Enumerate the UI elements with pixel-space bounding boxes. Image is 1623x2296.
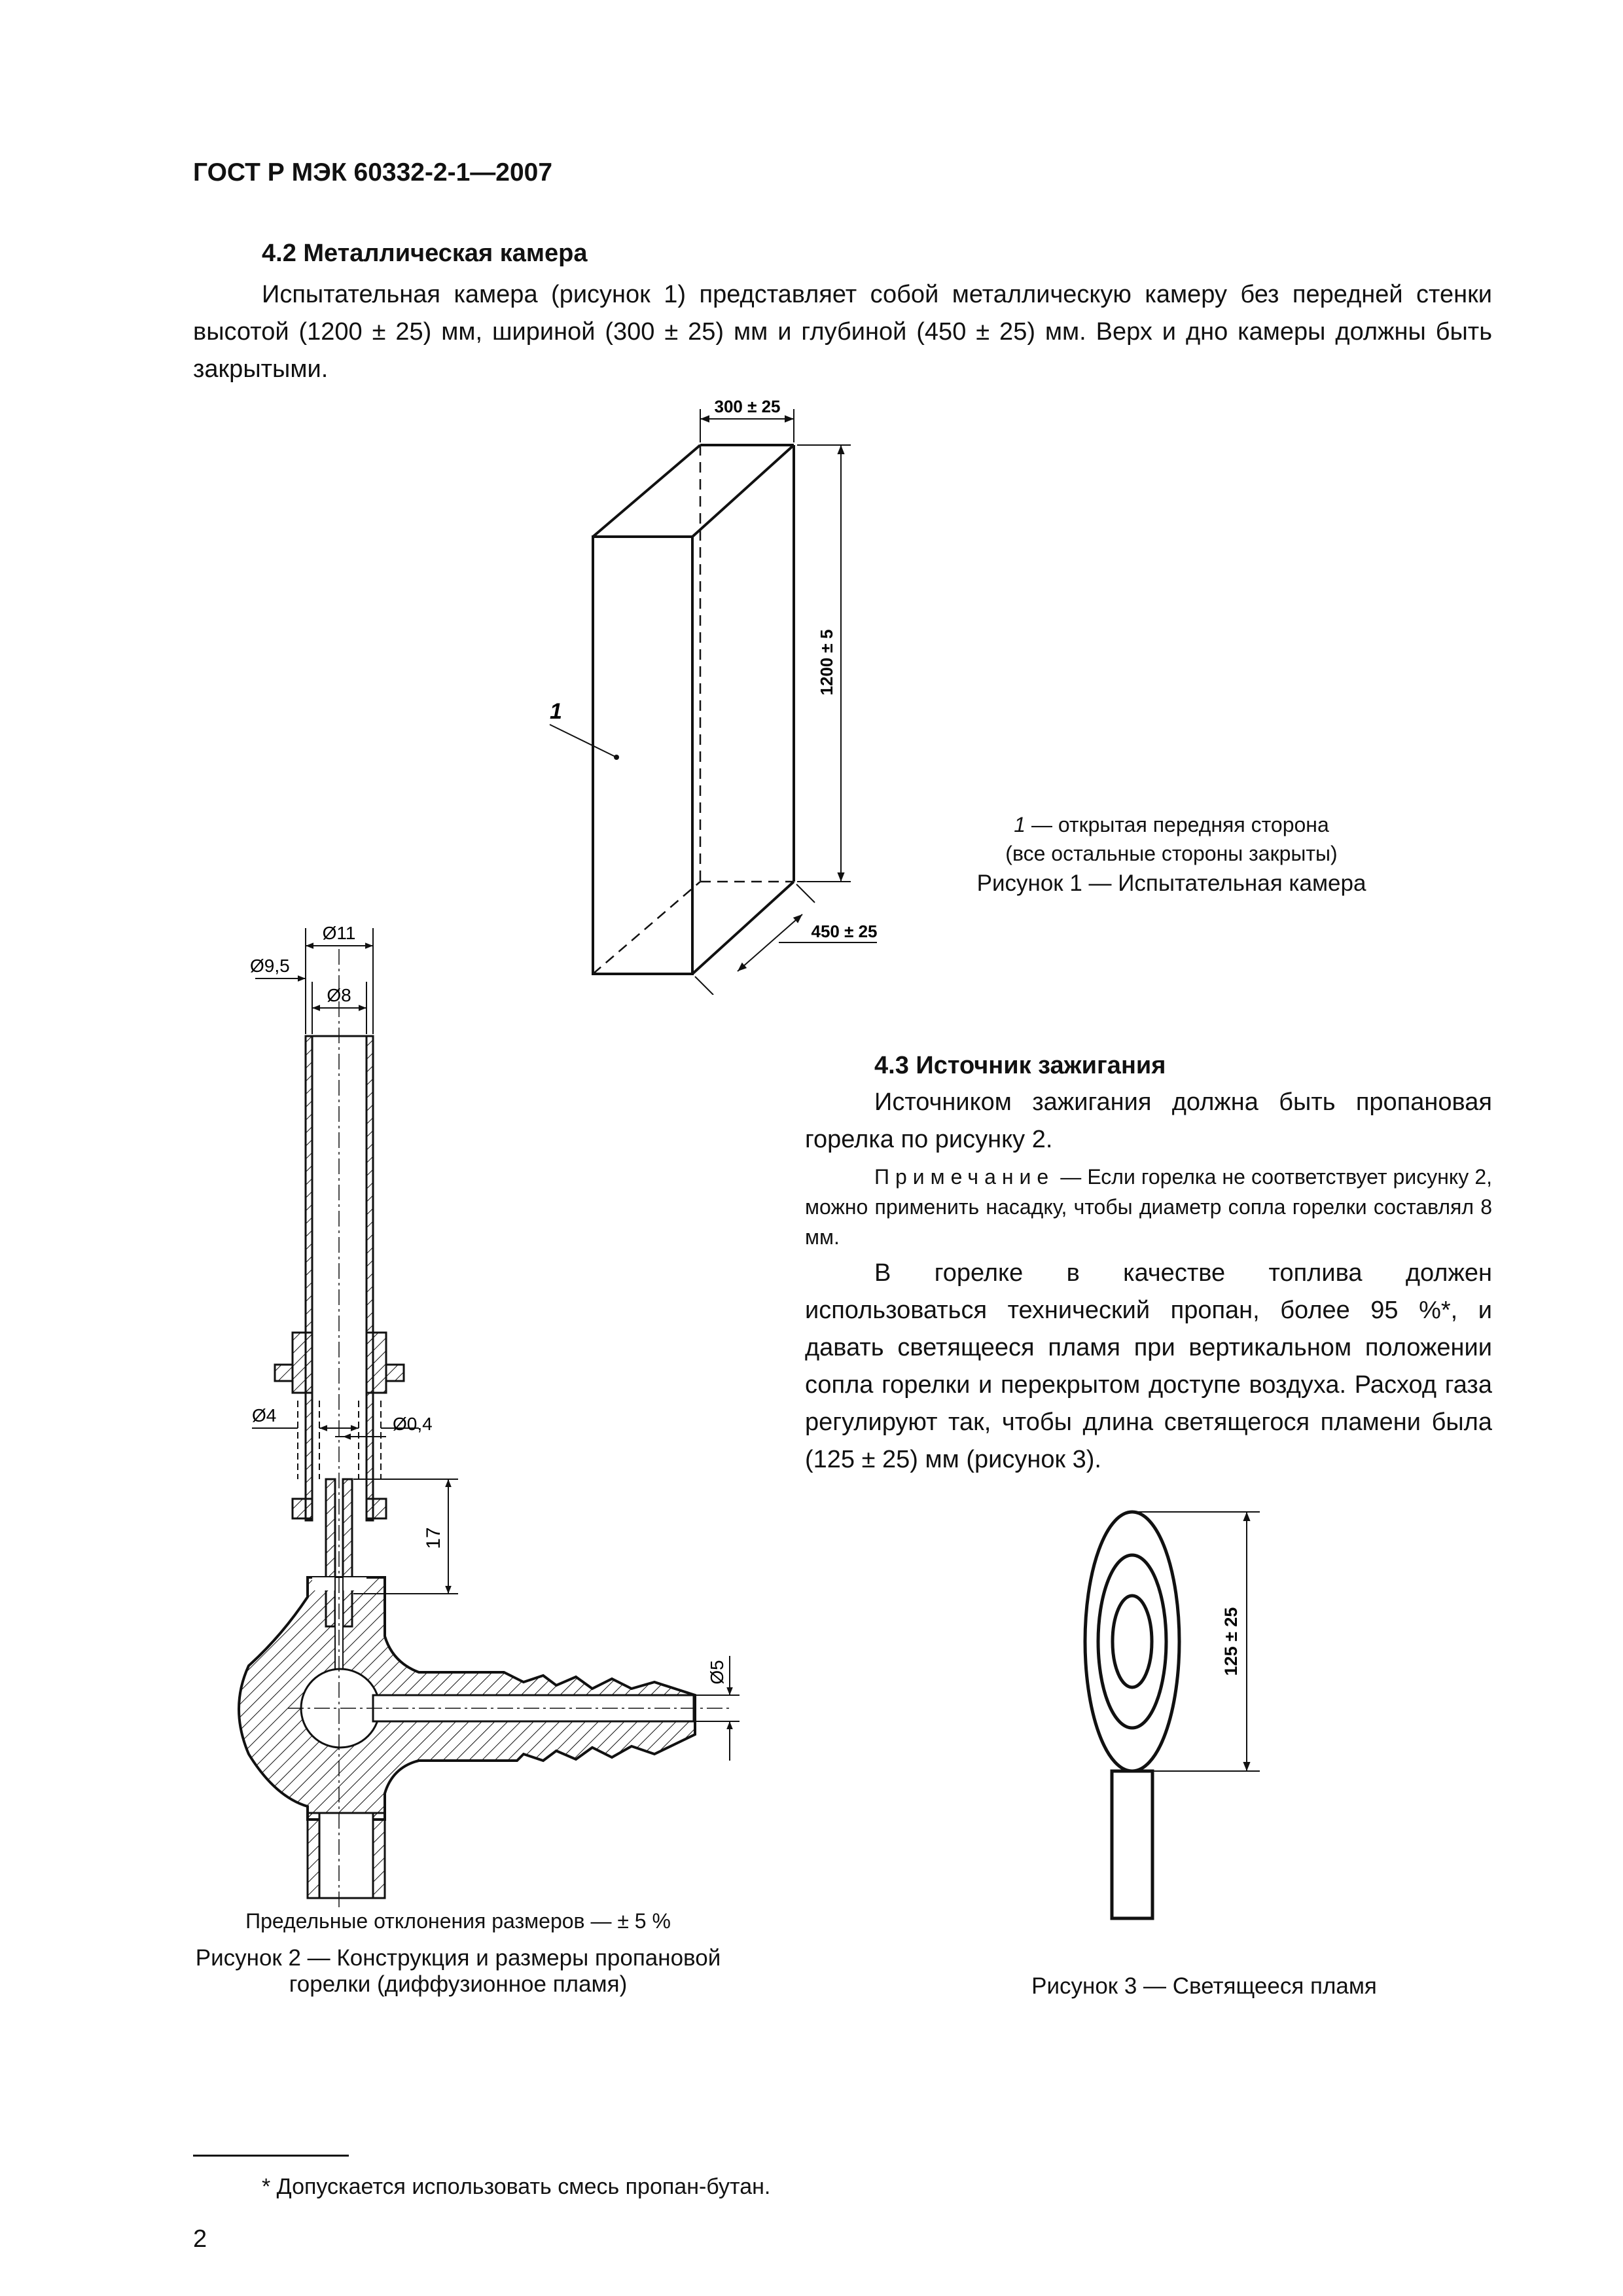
note-label: Примечание xyxy=(874,1165,1055,1189)
burner-tube-fig3 xyxy=(1112,1771,1152,1918)
dim-d95: Ø9,5 xyxy=(250,956,290,976)
chamber-box xyxy=(593,445,794,974)
flame-contours xyxy=(1085,1512,1179,1771)
figure-2-caption-line-2: горелки (диффузионное пламя) xyxy=(289,1971,628,1997)
figure-2-caption xyxy=(170,1945,746,1998)
depth-dim-label: 450 ± 25 xyxy=(811,922,878,941)
figure-2-caption-line-1: Рисунок 2 — Конструкция и размеры пропановой xyxy=(195,1945,721,1971)
dim-d5: Ø5 xyxy=(707,1660,727,1685)
dim-17: 17 xyxy=(423,1527,444,1549)
dim-d04: Ø0,4 xyxy=(393,1414,433,1434)
flame-dim-label: 125 ± 25 xyxy=(1221,1607,1241,1676)
section-4-2-title: 4.2 Металлическая камера xyxy=(262,240,588,267)
footnote: * Допускается использовать смесь пропан-бутан. xyxy=(262,2174,771,2199)
page-number: 2 xyxy=(193,2225,207,2253)
middle-dimensions xyxy=(252,1401,419,1479)
section-4-2-paragraph: Испытательная камера (рисунок 1) представляет собой металлическую камеру без передней стенки высотой (1200 ± 25) мм, шириной (300 ± 25) мм и глубиной (450 ± 25) мм. Верх и дно камеры должны быть закрытыми. xyxy=(193,281,1492,383)
figure-1-chamber-drawing xyxy=(510,393,923,995)
figure-2-burner-drawing xyxy=(236,916,753,1937)
section-4-3-note xyxy=(805,1162,1492,1252)
document-header: ГОСТ Р МЭК 60332-2-1—2007 xyxy=(193,158,553,187)
figure-1-caption: Рисунок 1 — Испытательная камера xyxy=(976,870,1366,896)
section-4-3-paragraph-2: В горелке в качестве топлива должен использоваться технический пропан, более 95 %*, и давать светящееся пламя при вертикальном положении сопла горелки и перекрытом доступе воздуха. Расход газа регулируют так, чтобы длина светящегося пламени была (125 ± 25) мм (рисунок 3). xyxy=(805,1259,1492,1473)
callout-leader xyxy=(550,725,616,757)
legend-number: 1 xyxy=(1014,813,1026,836)
footnote-separator xyxy=(193,2155,349,2157)
section-4-3-paragraph-1: Источником зажигания должна быть пропановая горелка по рисунку 2. xyxy=(805,1088,1492,1153)
flame-dimension xyxy=(1135,1512,1260,1771)
callout-1: 1 xyxy=(550,699,562,724)
top-dimensions xyxy=(255,928,373,1034)
legend-line-2: (все остальные стороны закрыты) xyxy=(1005,842,1338,865)
dim-d8: Ø8 xyxy=(327,985,351,1005)
dim-d11: Ø11 xyxy=(322,923,356,943)
figure-1-legend xyxy=(916,810,1427,868)
section-4-3-title: 4.3 Источник зажигания xyxy=(874,1052,1166,1079)
note-text: — Если горелка не соответствует рисунку 2, можно применить насадку, чтобы диаметр сопла горелки составлял 8 мм. xyxy=(805,1165,1492,1249)
figure-2-tolerance: Предельные отклонения размеров — ± 5 % xyxy=(245,1909,671,1933)
height-dim-label: 1200 ± 5 xyxy=(817,629,836,696)
figure-3-flame-drawing xyxy=(1060,1492,1296,1924)
legend-line-1: — открытая передняя сторона xyxy=(1026,813,1329,836)
dim-d4: Ø4 xyxy=(252,1405,277,1426)
width-dim-label: 300 ± 25 xyxy=(714,397,781,416)
figure-3-caption: Рисунок 3 — Светящееся пламя xyxy=(1031,1973,1377,1999)
